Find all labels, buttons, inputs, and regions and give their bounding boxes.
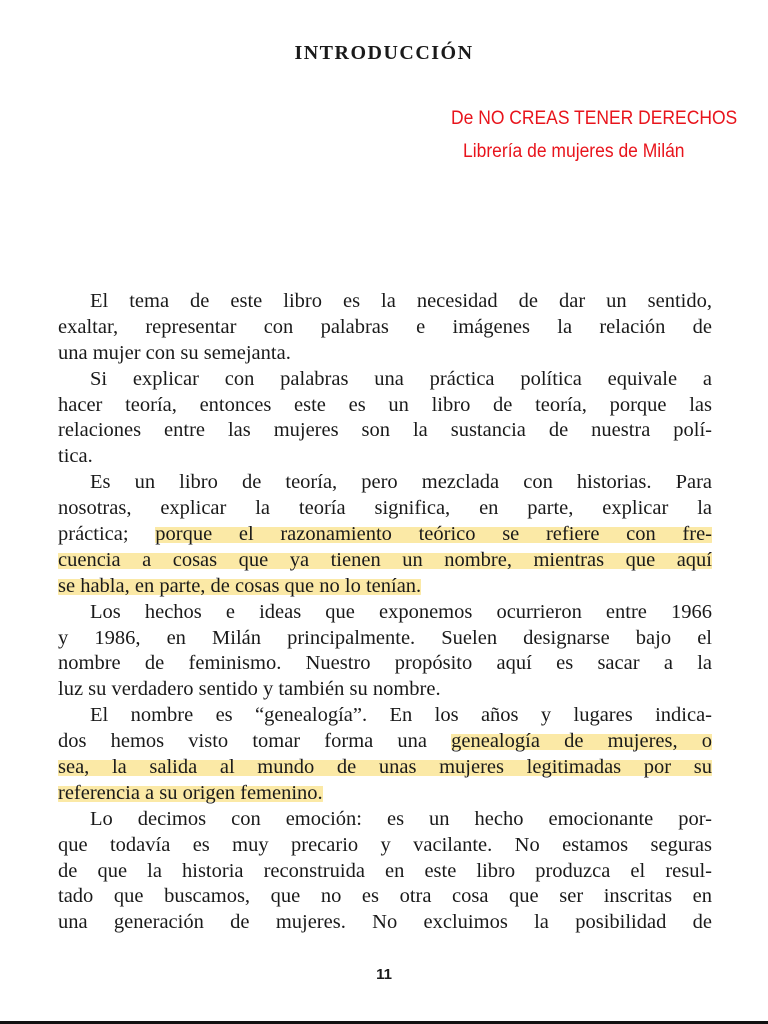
text-segment: dos hemos visto tomar forma una <box>58 730 452 753</box>
highlighted-text: se habla, en parte, de cosas que no lo tenían. <box>58 574 422 597</box>
text-line: Los hechos e ideas que exponemos ocurrieron entre 1966 <box>90 600 712 623</box>
highlighted-text: referencia a su origen femenino. <box>58 781 323 804</box>
text-line: Lo decimos con emoción: es un hecho emocionante por- <box>90 807 712 830</box>
text-line <box>58 548 712 574</box>
text-line: luz su verdadero sentido y también su nombre. <box>58 678 441 701</box>
text-line <box>58 755 712 781</box>
text-line: de que la historia reconstruida en este libro produzca el resul- <box>58 859 712 882</box>
text-line: hacer teoría, entonces este es un libro de teoría, porque las <box>58 393 712 416</box>
highlighted-text: sea, la salida al mundo de unas mujeres legitimadas por su <box>58 756 712 779</box>
text-line <box>58 729 712 755</box>
text-line <box>58 574 712 600</box>
text-line: tica. <box>58 445 93 468</box>
text-line: que todavía es muy precario y vacilante. No estamos seguras <box>58 833 712 856</box>
source-annotation-author: Librería de mujeres de Milán <box>463 141 685 162</box>
page-number: 11 <box>376 966 392 983</box>
highlighted-text: genealogía de mujeres, o <box>451 730 712 753</box>
text-line: relaciones entre las mujeres son la sustancia de nuestra polí- <box>58 419 712 442</box>
body-text <box>58 289 712 936</box>
text-line <box>58 781 712 807</box>
highlighted-text: porque el razonamiento teórico se refiere con fre- <box>155 523 712 546</box>
source-annotation-title: De NO CREAS TENER DERECHOS <box>451 108 738 129</box>
text-line: una generación de mujeres. No excluimos la posibilidad de <box>58 911 712 934</box>
highlighted-text: cuencia a cosas que ya tienen un nombre, mientras que aquí <box>58 548 712 571</box>
text-line: exaltar, representar con palabras e imágenes la relación de <box>58 315 712 338</box>
text-line: Si explicar con palabras una práctica política equivale a <box>90 367 712 390</box>
text-line: nombre de feminismo. Nuestro propósito aquí es sacar a la <box>58 652 712 675</box>
text-line: tado que buscamos, que no es otra cosa que ser inscritas en <box>58 885 712 908</box>
text-line: nosotras, explicar la teoría significa, en parte, explicar la <box>58 497 712 520</box>
chapter-title: INTRODUCCIÓN <box>294 42 474 64</box>
text-line: El nombre es “genealogía”. En los años y lugares indica- <box>90 704 712 727</box>
text-line: una mujer con su semejanta. <box>58 341 291 364</box>
text-segment: práctica; <box>58 523 156 546</box>
text-line <box>58 522 712 548</box>
text-line: y 1986, en Milán principalmente. Suelen designarse bajo el <box>58 626 712 649</box>
text-line: Es un libro de teoría, pero mezclada con historias. Para <box>90 471 712 494</box>
text-line: El tema de este libro es la necesidad de dar un sentido, <box>90 290 712 312</box>
